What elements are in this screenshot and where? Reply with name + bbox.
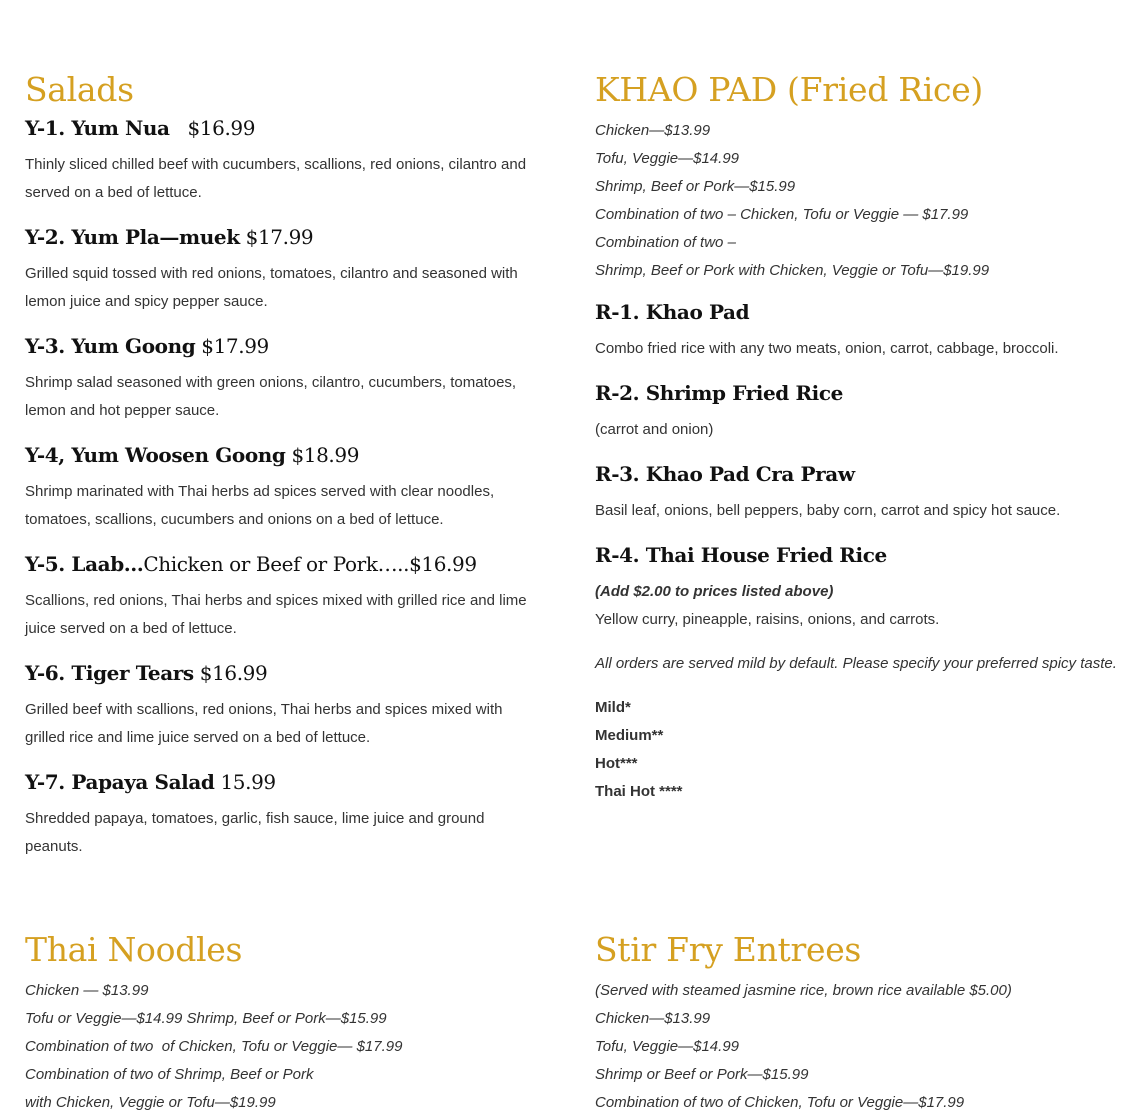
price-line: Combination of two of Shrimp, Beef or Pork (25, 1066, 314, 1083)
menu-item-price: $17.99 (239, 225, 314, 249)
menu-item-name: Y-3. Yum Goong (25, 334, 196, 358)
menu-item-description: Combo fried rice with any two meats, onion, carrot, cabbage, broccoli. (595, 340, 1059, 357)
price-line: Shrimp or Beef or Pork—$15.99 (595, 1066, 809, 1083)
menu-item-description: Shrimp marinated with Thai herbs ad spices served with clear noodles, tomatoes, scallions, cucumbers and onions on a bed of lettuce. (25, 483, 495, 528)
price-line: Chicken—$13.99 (595, 1010, 711, 1027)
price-line: Chicken — $13.99 (25, 982, 149, 999)
menu-item-name: Y-7. Papaya Salad (25, 770, 215, 794)
menu-item-name: R-3. Khao Pad Cra Praw (595, 462, 855, 486)
menu-item-name: R-4. Thai House Fried Rice (595, 543, 887, 567)
section-title-fried-rice: KHAO PAD (Fried Rice) (595, 70, 983, 109)
menu-item-name: Y-5. Laab… (25, 552, 144, 576)
price-line: Combination of two – Chicken, Tofu or Veggie — $17.99 (595, 206, 969, 223)
menu-item-description: Basil leaf, onions, bell peppers, baby corn, carrot and spicy hot sauce. (595, 502, 1061, 519)
price-line: Shrimp, Beef or Pork with Chicken, Veggie or Tofu—$19.99 (595, 262, 990, 279)
spice-level: Medium** (595, 727, 664, 744)
menu-item-price: Chicken or Beef or Pork…..$16.99 (143, 552, 477, 576)
spice-level: Mild* (595, 699, 631, 716)
section-title-salads: Salads (25, 70, 134, 109)
menu-item-price: $16.99 (169, 116, 256, 140)
menu-item-price: $16.99 (193, 661, 268, 685)
price-line: Tofu, Veggie—$14.99 (595, 150, 740, 167)
price-line: Shrimp, Beef or Pork—$15.99 (595, 178, 796, 195)
menu-item-title (25, 440, 545, 470)
price-line: (Served with steamed jasmine rice, brown rice available $5.00) (595, 982, 1012, 999)
menu-item-description: Shrimp salad seasoned with green onions, cilantro, cucumbers, tomatoes, lemon and hot pepper sauce. (25, 374, 517, 419)
price-line: Tofu or Veggie—$14.99 Shrimp, Beef or Pork—$15.99 (25, 1010, 387, 1027)
menu-item-title (25, 658, 545, 688)
menu-item-title (25, 549, 545, 579)
menu-item-name: R-1. Khao Pad (595, 300, 750, 324)
menu-item-title (25, 113, 545, 143)
menu-item-price: $17.99 (195, 334, 269, 358)
menu-item-description: Yellow curry, pineapple, raisins, onions, and carrots. (595, 611, 940, 628)
menu-item-title (25, 767, 545, 797)
menu-item-name: Y-1. Yum Nua (25, 116, 170, 140)
price-line: Combination of two of Chicken, Tofu or Veggie— $17.99 (25, 1038, 403, 1055)
menu-item-price: 15.99 (214, 770, 276, 794)
menu-item-name: Y-4, Yum Woosen Goong (25, 443, 286, 467)
spice-level: Hot*** (595, 755, 638, 772)
price-line: with Chicken, Veggie or Tofu—$19.99 (25, 1094, 276, 1111)
section-title-stir-fry: Stir Fry Entrees (595, 930, 862, 969)
menu-item-description: Grilled beef with scallions, red onions, Thai herbs and spices mixed with grilled rice and lime juice served on a bed of lettuce. (25, 701, 503, 746)
section-title-noodles: Thai Noodles (25, 930, 243, 969)
price-line: Chicken—$13.99 (595, 122, 711, 139)
menu-item-title (25, 331, 545, 361)
menu-item-name: R-2. Shrimp Fried Rice (595, 381, 843, 405)
salads-section (25, 68, 545, 876)
price-note: (Add $2.00 to prices listed above) (595, 583, 834, 600)
menu-item-title (25, 222, 545, 252)
stir-fry-section (595, 928, 1115, 1117)
menu-item-name: Y-6. Tiger Tears (25, 661, 194, 685)
fried-rice-section (595, 68, 1115, 806)
price-line: Combination of two – (595, 234, 736, 251)
menu-item-description: Thinly sliced chilled beef with cucumbers, scallions, red onions, cilantro and served on a bed of lettuce. (25, 156, 527, 201)
menu-item-description: Scallions, red onions, Thai herbs and spices mixed with grilled rice and lime juice served on a bed of lettuce. (25, 592, 527, 637)
noodles-section (25, 928, 545, 1117)
spice-level: Thai Hot **** (595, 783, 683, 800)
menu-item-description: (carrot and onion) (595, 421, 714, 438)
menu-item-name: Y-2. Yum Pla—muek (25, 225, 240, 249)
price-line: Combination of two of Chicken, Tofu or Veggie—$17.99 (595, 1094, 965, 1111)
spice-note: All orders are served mild by default. Please specify your preferred spicy taste. (595, 655, 1117, 672)
menu-item-description: Grilled squid tossed with red onions, tomatoes, cilantro and seasoned with lemon juice and spicy pepper sauce. (25, 265, 518, 310)
menu-item-price: $18.99 (285, 443, 360, 467)
menu-item-description: Shredded papaya, tomatoes, garlic, fish sauce, lime juice and ground peanuts. (25, 810, 485, 855)
price-line: Tofu, Veggie—$14.99 (595, 1038, 740, 1055)
